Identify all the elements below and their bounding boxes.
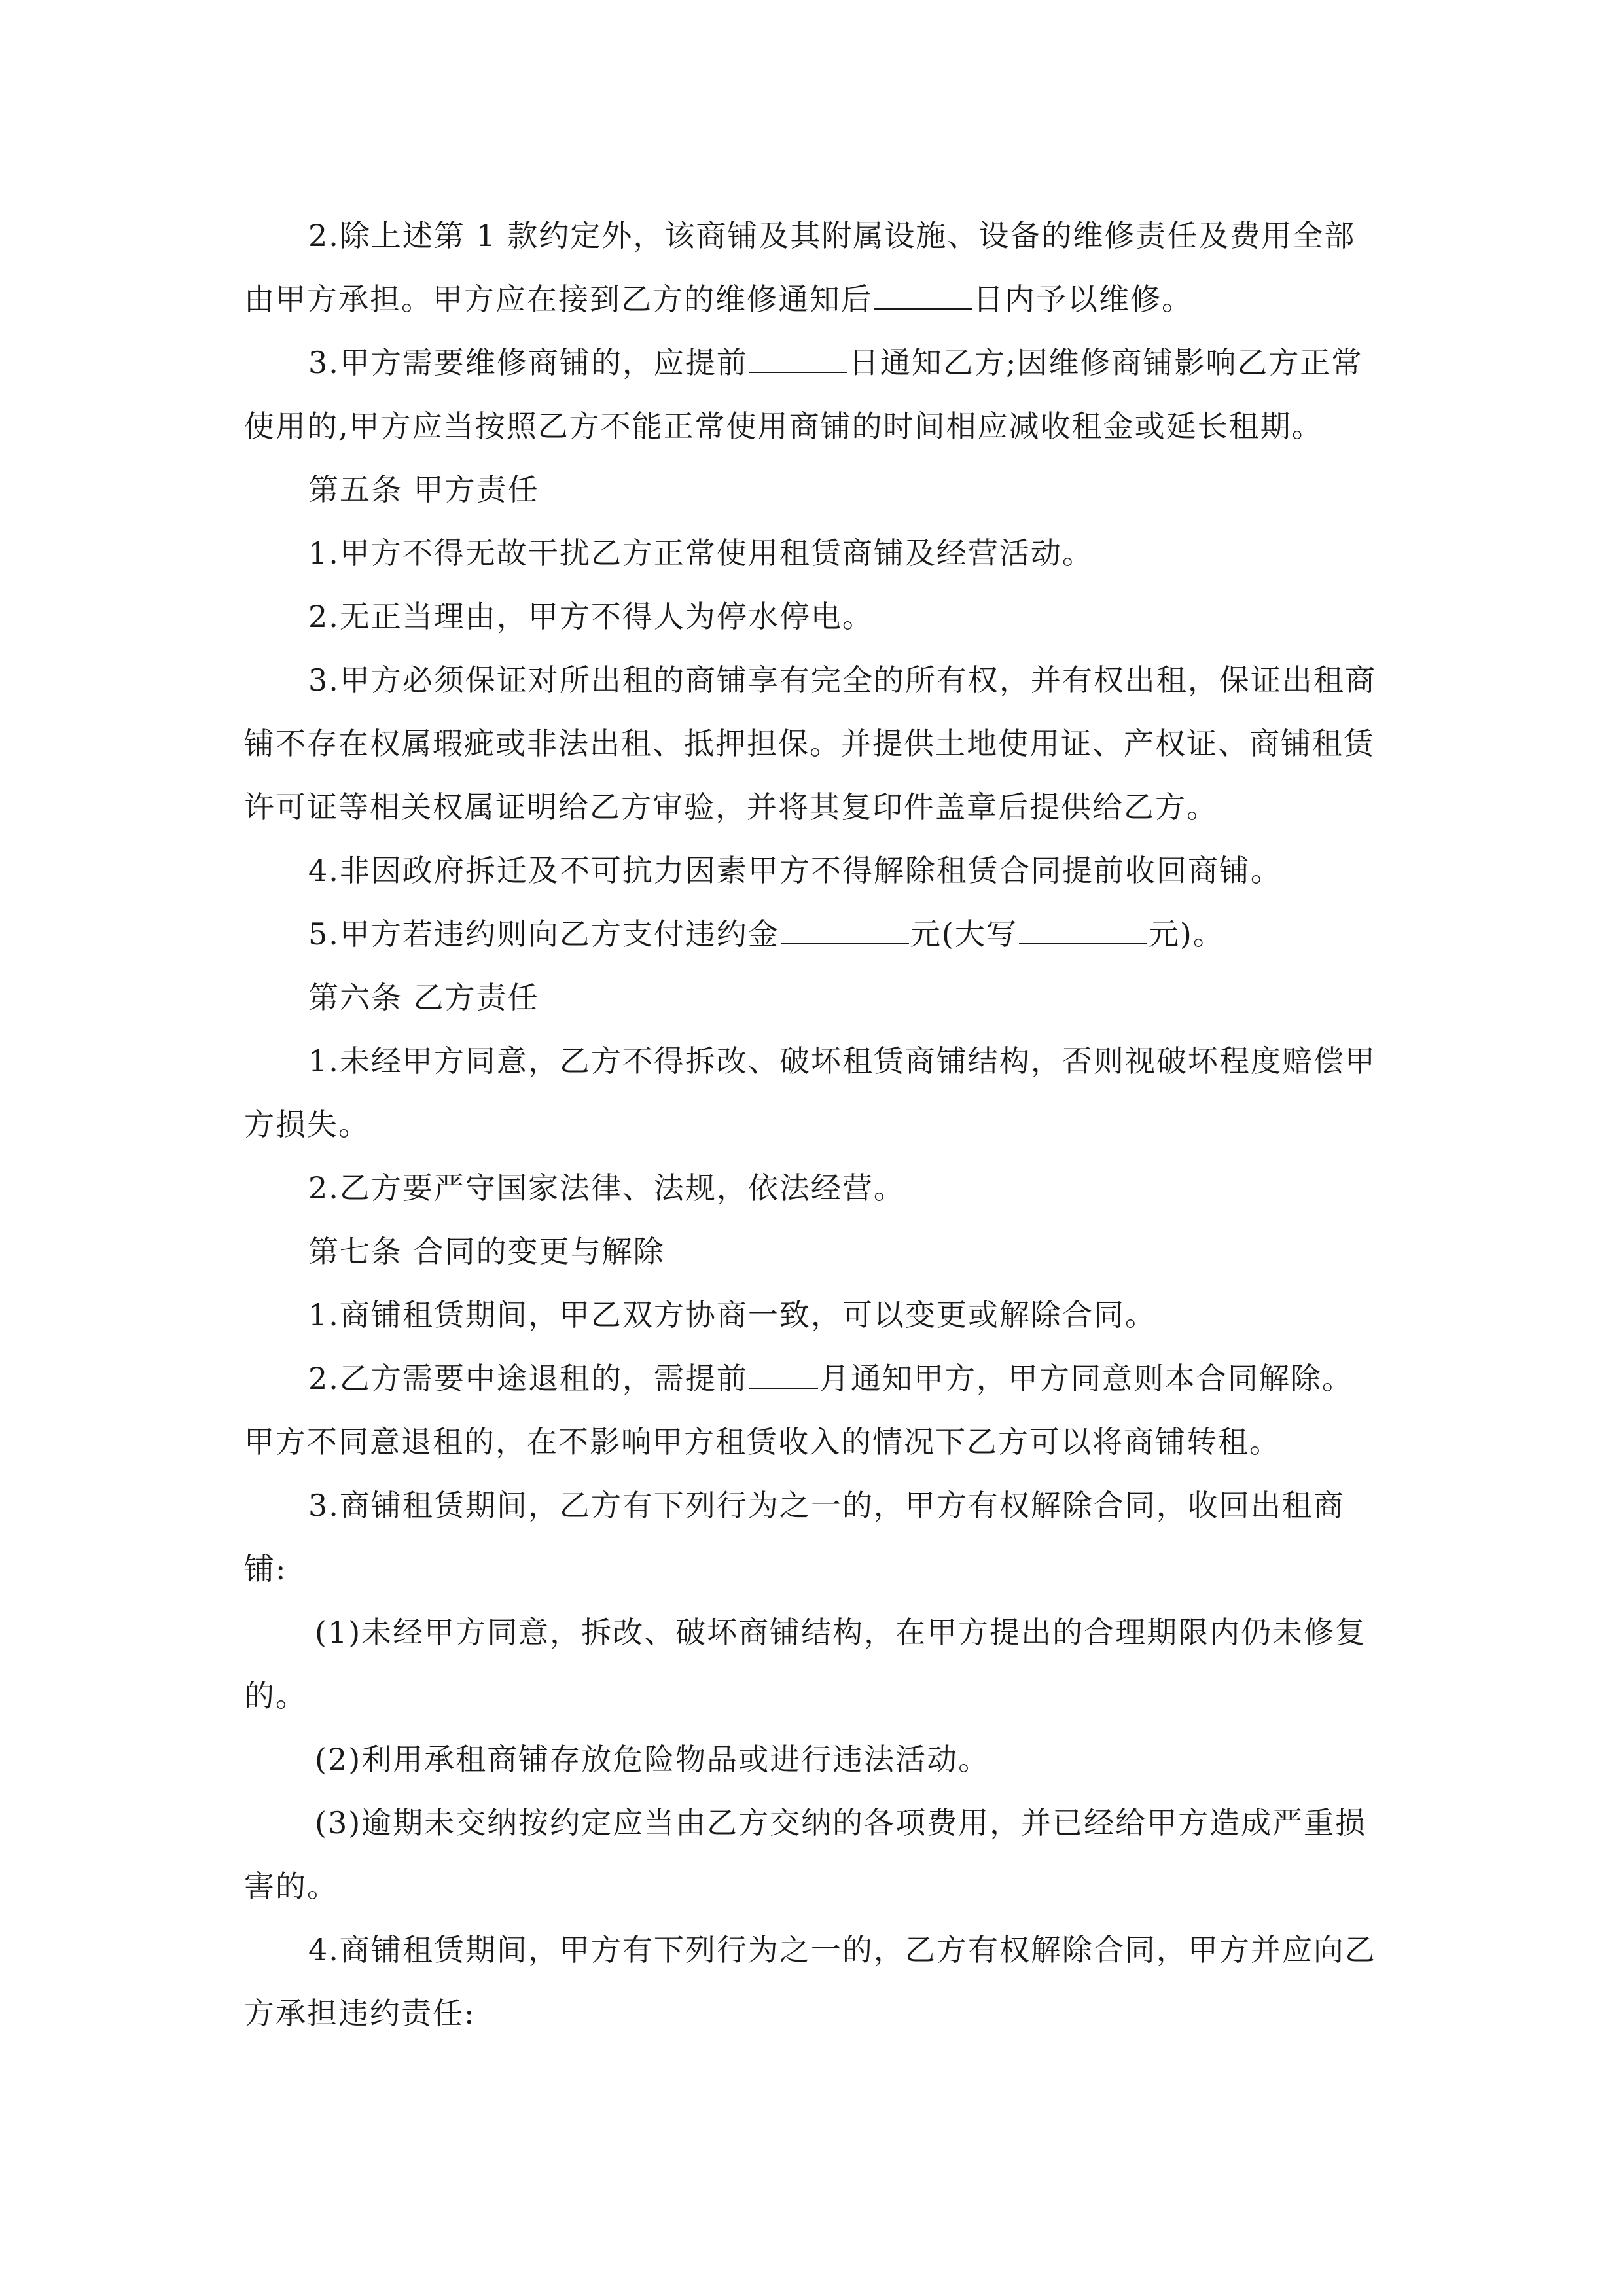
clause-text: 2.除上述第 1 款约定外，该商铺及其附属设施、设备的维修责任及费用全部由甲方承担。甲方应在接到乙方的维修通知后 bbox=[244, 218, 1356, 317]
clause-7-item-3-sub-1: (1)未经甲方同意，拆改、破坏商铺结构，在甲方提出的合理期限内仍未修复的。 bbox=[244, 1615, 1367, 1713]
clause-6-item-1: 1.未经甲方同意，乙方不得拆改、破坏租赁商铺结构，否则视破坏程度赔偿甲方损失。 bbox=[244, 1043, 1376, 1142]
clause-7-item-4: 4.商铺租赁期间，甲方有下列行为之一的，乙方有权解除合同，甲方并应向乙方承担违约责任: bbox=[244, 1932, 1376, 2031]
clause-7-item-2 bbox=[244, 1347, 1381, 1474]
clause-5-item-2: 2.无正当理由，甲方不得人为停水停电。 bbox=[308, 599, 874, 634]
clause-text: 3.甲方需要维修商铺的，应提前 bbox=[308, 345, 748, 380]
clause-7-item-1: 1.商铺租赁期间，甲乙双方协商一致，可以变更或解除合同。 bbox=[308, 1297, 1156, 1333]
clause-5-item-1: 1.甲方不得无故干扰乙方正常使用租赁商铺及经营活动。 bbox=[308, 535, 1094, 571]
clause-text: 5.甲方若违约则向乙方支付违约金 bbox=[308, 916, 779, 952]
fill-blank-days[interactable] bbox=[874, 282, 972, 310]
clause-text: 日内予以维修。 bbox=[973, 281, 1193, 317]
article-7-heading: 第七条 合同的变更与解除 bbox=[308, 1234, 665, 1269]
clause-7-item-3: 3.商铺租赁期间，乙方有下列行为之一的，甲方有权解除合同，收回出租商铺: bbox=[244, 1488, 1345, 1587]
clause-7-item-3-sub-2: (2)利用承租商铺存放危险物品或进行违法活动。 bbox=[315, 1742, 990, 1777]
fill-blank-months[interactable] bbox=[749, 1361, 818, 1389]
clause-5-item-5 bbox=[244, 903, 1381, 966]
fill-blank-amount[interactable] bbox=[781, 917, 909, 944]
clause-7-item-3-sub-3: (3)逾期未交纳按约定应当由乙方交纳的各项费用，并已经给甲方造成严重损害的。 bbox=[244, 1805, 1367, 1904]
clause-text: 日通知乙方;因维修商铺影响乙方正常使用的,甲方应当按照乙方不能正常使用商铺的时间相应减收租金或延长租期。 bbox=[244, 345, 1363, 444]
article-5-heading: 第五条 甲方责任 bbox=[308, 472, 539, 507]
clause-6-item-2: 2.乙方要严守国家法律、法规，依法经营。 bbox=[308, 1170, 905, 1206]
article-6-heading: 第六条 乙方责任 bbox=[308, 980, 539, 1015]
clause-text: 元(大写 bbox=[910, 916, 1018, 952]
clause-text: 元)。 bbox=[1148, 916, 1224, 952]
clause-4-item-2 bbox=[244, 204, 1381, 331]
clause-text: 2.乙方需要中途退租的，需提前 bbox=[308, 1361, 748, 1396]
clause-5-item-3: 3.甲方必须保证对所出租的商铺享有完全的所有权，并有权出租，保证出租商铺不存在权属瑕疵或非法出租、抵押担保。并提供土地使用证、产权证、商铺租赁许可证等相关权属证明给乙方审验，并将其复印件盖章后提供给乙方。 bbox=[244, 662, 1376, 825]
fill-blank-amount-words[interactable] bbox=[1019, 917, 1147, 944]
fill-blank-days[interactable] bbox=[749, 346, 847, 373]
clause-5-item-4: 4.非因政府拆迁及不可抗力因素甲方不得解除租赁合同提前收回商铺。 bbox=[308, 853, 1282, 888]
clause-4-item-3 bbox=[244, 331, 1381, 458]
clause-text: 月通知甲方，甲方同意则本合同解除。甲方不同意退租的，在不影响甲方租赁收入的情况下乙方可以将商铺转租。 bbox=[244, 1361, 1353, 1460]
contract-body bbox=[244, 204, 1381, 2045]
